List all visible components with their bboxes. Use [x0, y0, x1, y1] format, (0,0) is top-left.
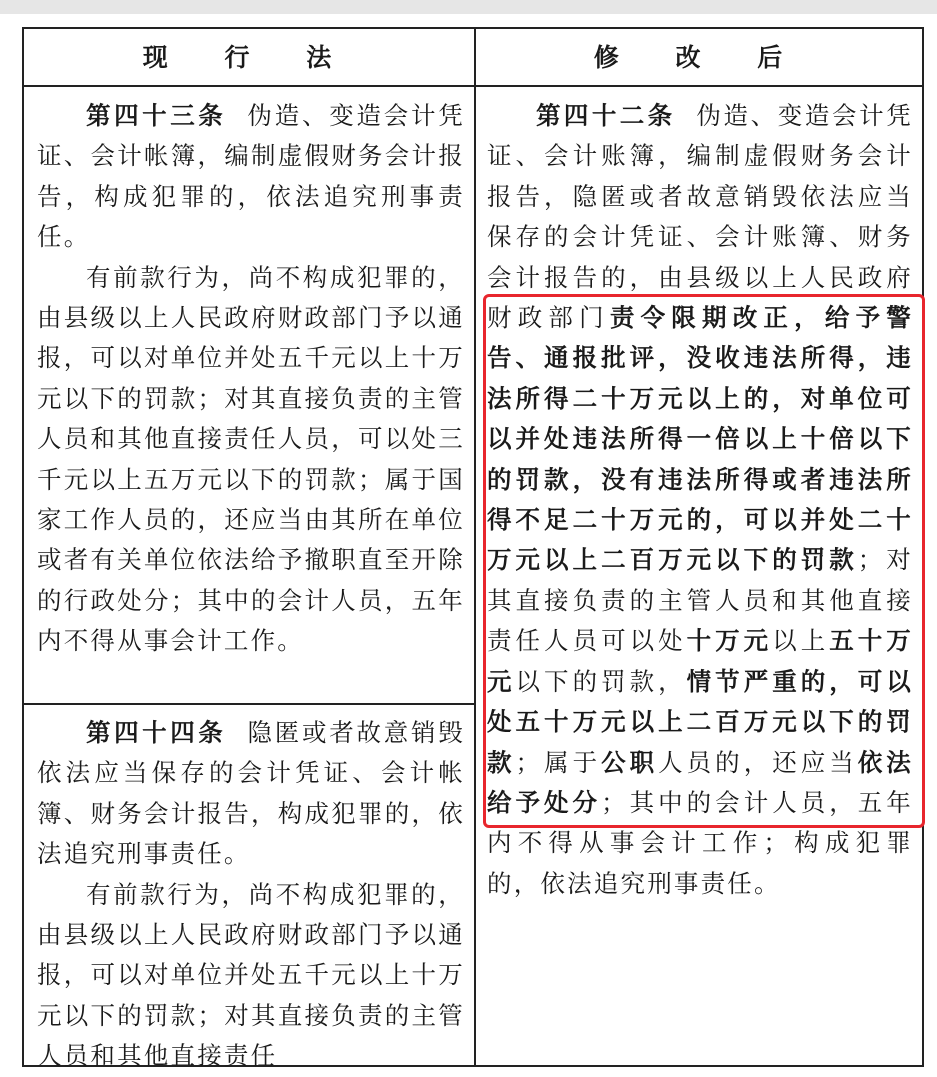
art42-bold-6: 依法给予处分	[487, 747, 914, 817]
art42-bold-3: 五十万元	[487, 626, 913, 696]
art43-p1-text: 伪造、变造会计凭证、会计帐簿，编制虚假财务会计报告，构成犯罪的，依法追究刑事责任。	[37, 101, 465, 252]
art42-bold-4: 情节严重的，可以处五十万元以上二百万元以下的罚款	[487, 666, 913, 777]
art42-title: 第四十二条	[536, 101, 676, 130]
art44-para-1	[37, 713, 465, 875]
art42-seg-7: ；其中的会计人员，五年内不得从事会计工作；构成犯罪的，依法追究刑事责任。	[487, 787, 913, 898]
art42-seg-4: 以下的罚款，	[515, 666, 687, 696]
art43-para-1	[37, 96, 465, 258]
art42-bold-1: 责令限期改正，给予警告、通报批评，没收违法所得，违法所得二十万元以上的，对单位可以并处违法所得一倍以上十倍以下的罚款，没有违法所得或者违法所得不足二十万元的，可以并处二十万元以上二百万元以下的罚款	[487, 303, 913, 575]
art43-para-2	[37, 258, 465, 662]
art44-p2-text: 有前款行为，尚不构成犯罪的，由县级以上人民政府财政部门予以通报，可以对单位并处五千元以上十万元以下的罚款；对其直接负责的主管人员和其他直接责任	[37, 879, 465, 1071]
art44-p1-text: 隐匿或者故意销毁依法应当保存的会计凭证、会计帐簿、财务会计报告，构成犯罪的，依法追究刑事责任。	[37, 718, 465, 869]
column-divider	[474, 29, 476, 1065]
art43-title: 第四十三条	[86, 101, 227, 130]
header-current-law: 现 行 法	[142, 43, 356, 72]
art42-seg-1: 伪造、变造会计凭证、会计账簿，编制虚假财务会计报告，隐匿或者故意销毁依法应当保存的会计凭证、会计账簿、财务会计报告的，由县级以上人民政府财政部门	[487, 101, 913, 333]
art42-seg-5: ；属于	[515, 747, 602, 777]
left-article-44	[37, 713, 465, 1077]
art43-p2-text: 有前款行为，尚不构成犯罪的，由县级以上人民政府财政部门予以通报，可以对单位并处五千元以上十万元以下的罚款；对其直接负责的主管人员和其他直接责任人员，可以处三千元以上五万元以下的罚款；属于国家工作人员的，还应当由其所在单位或者有关单位依法给予撤职直至开除的行政处分；其中的会计人员，五年内不得从事会计工作。	[37, 262, 465, 656]
art42-seg-2: ；对其直接负责的主管人员和其他直接责任人员可以处	[487, 545, 913, 656]
left-article-43	[37, 96, 465, 662]
header-amended: 修 改 后	[593, 43, 807, 72]
art42-bold-5: 公职	[601, 747, 659, 777]
top-strip	[0, 0, 937, 14]
highlight-box	[483, 294, 925, 828]
art44-para-2	[37, 875, 465, 1077]
art42-bold-2: 十万元	[686, 626, 773, 656]
art42-seg-6: 人员的，还应当	[658, 747, 858, 777]
left-row-divider	[24, 703, 474, 705]
art44-title: 第四十四条	[86, 718, 227, 747]
art42-seg-3: 以上	[772, 626, 830, 656]
